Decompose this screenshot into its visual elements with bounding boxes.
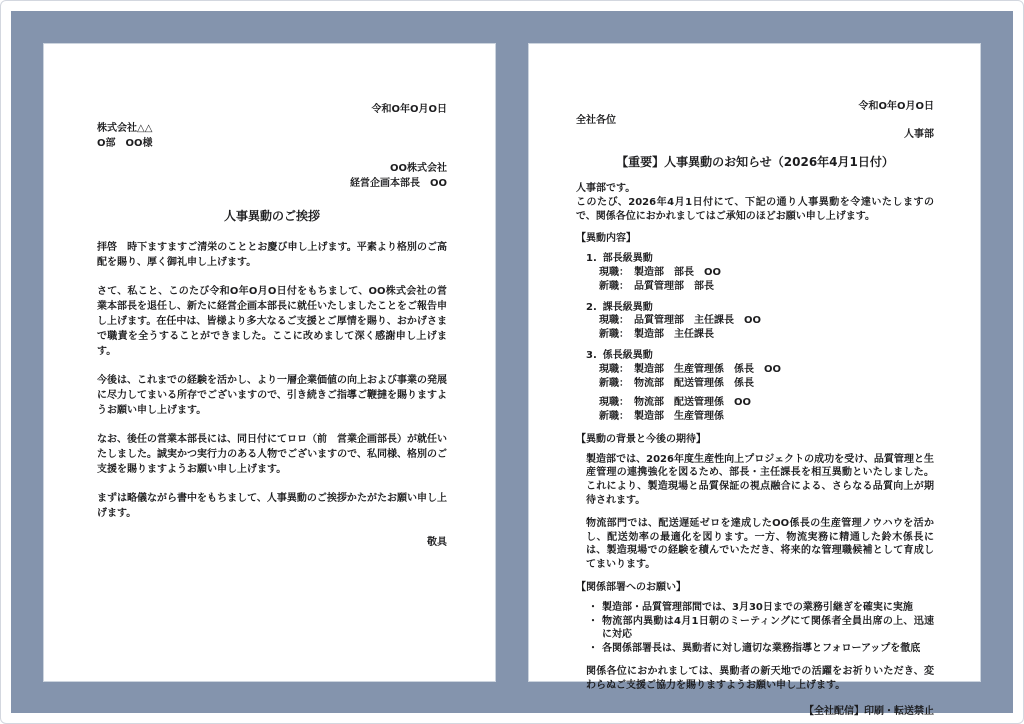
move-group — [586, 252, 934, 293]
distribution-footer: 【全社配信】印刷・転送禁止 — [804, 705, 934, 717]
list-item — [588, 601, 934, 615]
move-new: 新職： 製造部 主任課長 — [599, 329, 714, 341]
letter-paragraph: さて、私こと、このたび令和O年O月O日付をもちまして、OO株式会社の営業本部長を退任し、新たに経営企画本部長に就任いたしましたことをご報告申し上げます。在任中は、皆様より多大なるご支援とご厚情を賜り、おかげさまで職責を全うすることができました。ここに改めまして深く感謝申し上げます。 — [97, 286, 447, 357]
letter-closing-keigu: 敬具 — [427, 537, 447, 548]
move-new: 新職： 製造部 生産管理係 — [599, 411, 724, 423]
move-current: 現職： 物流部 配送管理係 OO — [599, 397, 752, 409]
bullet-icon: ・ — [588, 601, 598, 613]
letter-paragraph: 拝啓 時下ますますご清栄のこととお慶び申し上げます。平素より格別のご高配を賜り、厚く御礼申し上げます。 — [97, 242, 447, 268]
notice-page-announcement — [529, 44, 980, 717]
move-group — [586, 301, 934, 342]
list-item — [588, 615, 934, 643]
request-item-text: 物流部内異動は4月1日朝のミーティングにて関係者全員出席の上、迅速に対応 — [602, 615, 934, 641]
notice-recipient: 全社各位 — [576, 114, 616, 126]
move-group-label: 係長級異動 — [602, 349, 653, 361]
request-list — [576, 601, 934, 656]
bullet-icon: ・ — [588, 643, 598, 655]
letter-paragraph: まずは略儀ながら書中をもちまして、人事異動のご挨拶かたがたお願い申し上げます。 — [97, 493, 447, 519]
page-title: 【重要】人事異動のお知らせ（2026年4月1日付） — [616, 155, 894, 170]
background-paragraph: 物流部門では、配送遅延ゼロを達成したOO係長の生産管理ノウハウを活かし、配送効率の最適化を図ります。一方、物流実務に精通した鈴木係長には、製造現場での経験を積んでいただき、将来的な管理職候補として育成してまいります。 — [586, 517, 934, 571]
move-group-title — [586, 301, 934, 315]
move-current: 現職： 製造部 生産管理係 係長 OO — [599, 363, 782, 375]
move-current: 現職： 品質管理部 主任課長 OO — [599, 315, 762, 327]
move-group-number: 2. — [586, 301, 597, 313]
recipient-person: O部 OO様 — [97, 138, 153, 149]
move-group-title — [586, 252, 934, 266]
document-background — [11, 11, 1013, 717]
bullet-icon: ・ — [588, 615, 598, 627]
move-new: 新職： 品質管理部 部長 — [599, 280, 714, 292]
move-current: 現職： 製造部 部長 OO — [599, 266, 722, 278]
letter-paragraph: 今後は、これまでの経験を活かし、より一層企業価値の向上および事業の発展に尽力してまいる所存でございますので、引き続きご指導ご鞭撻を賜りますようお願い申し上げます。 — [97, 375, 447, 416]
section-heading-moves: 【異動内容】 — [576, 233, 636, 245]
move-group-title — [586, 349, 934, 363]
notice-sender: 人事部 — [904, 128, 934, 140]
sender-company: OO株式会社 — [389, 163, 447, 174]
intro-line: このたび、2026年4月1日付にて、下記の通り人事異動を令達いたしますので、関係各位におかれましてはご承知のほどお願い申し上げます。 — [576, 196, 934, 222]
notice-closing-paragraph: 関係各位におかれましては、異動者の新天地での活躍をお祈りいただき、変わらぬご支援ご協力を賜りますようお願い申し上げます。 — [586, 666, 934, 691]
request-item-text: 各関係部署長は、異動者に対し適切な業務指導とフォローアップを徹底 — [602, 643, 921, 655]
move-group-number: 1. — [586, 253, 597, 265]
request-item-text: 製造部・品質管理部間では、3月30日までの業務引継ぎを確実に実施 — [602, 601, 913, 613]
move-group — [586, 349, 934, 424]
background-paragraph: 製造部では、2026年度生産性向上プロジェクトの成功を受け、品質管理と生産管理の連携強化を図るため、部長・主任課長を相互異動といたしました。これにより、製造現場と品質保証の視点融合による、さらなる品質向上が期待されます。 — [586, 453, 934, 507]
move-group-label: 部長級異動 — [602, 253, 653, 265]
section-heading-requests: 【関係部署へのお願い】 — [576, 582, 686, 594]
move-new: 新職： 物流部 配送管理係 係長 — [599, 377, 754, 389]
letter-paragraph: なお、後任の営業本部長には、同日付にてロロ（前 営業企画部長）が就任いたしました。誠実かつ実行力のある人物でございますので、私同様、格別のご支援を賜りますようお願い申し上げます。 — [97, 434, 447, 475]
sender-title: 経営企画本部長 OO — [349, 178, 447, 189]
intro-line: 人事部です。 — [576, 182, 636, 194]
page-title: 人事異動のご挨拶 — [223, 209, 320, 223]
move-group-label: 課長級異動 — [602, 301, 653, 313]
list-item — [588, 642, 934, 656]
section-heading-background: 【異動の背景と今後の期待】 — [576, 433, 706, 445]
move-group-number: 3. — [586, 349, 597, 361]
letter-page-greeting — [44, 44, 495, 681]
issue-date: 令和O年O月O日 — [858, 101, 934, 112]
recipient-company: 株式会社△△ — [97, 123, 153, 134]
issue-date: 令和O年O月O日 — [371, 104, 447, 115]
